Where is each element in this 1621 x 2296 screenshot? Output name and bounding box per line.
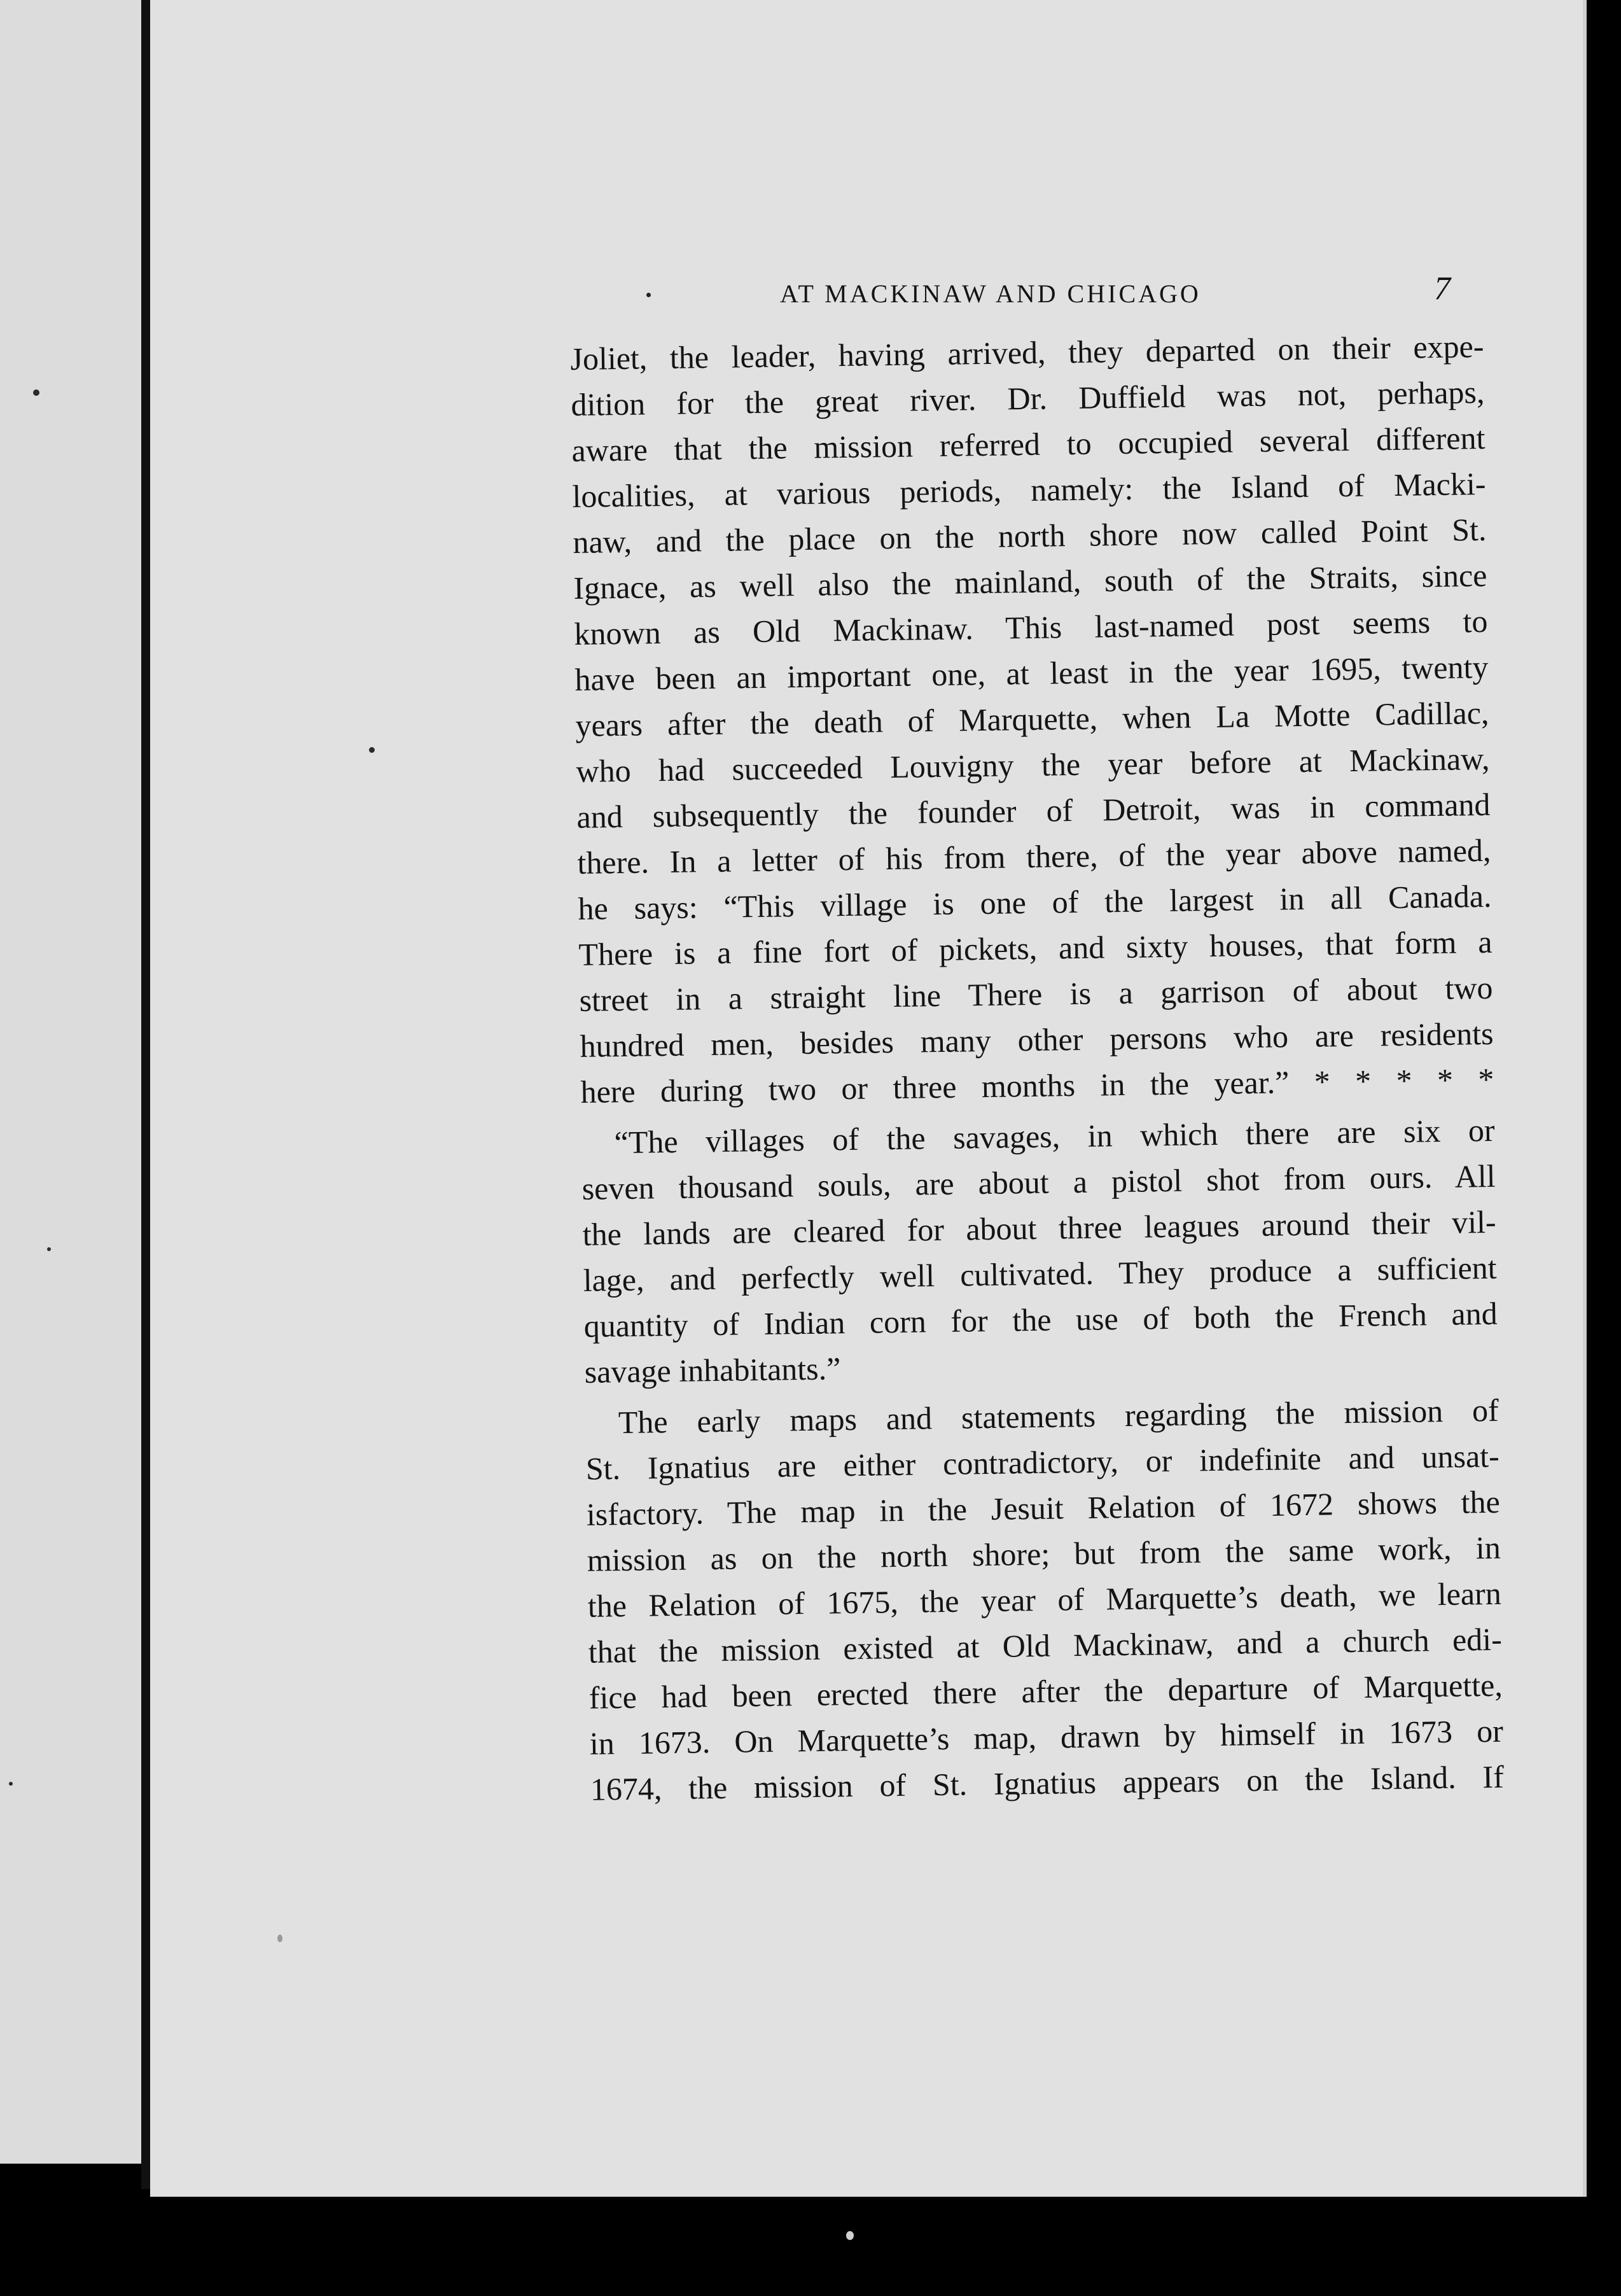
ink-speck — [33, 389, 39, 396]
text-line: localities, at various periods, namely: the Island of Macki- — [572, 465, 1486, 514]
text-line: the lands are cleared for about three leagues around their vil- — [582, 1203, 1496, 1252]
text-line: savage inhabitants.” — [584, 1350, 841, 1390]
text-line: known as Old Mackinaw. This last-named post seems to — [574, 603, 1488, 652]
gutter-line — [141, 0, 150, 2189]
text-line: and subsequently the founder of Detroit, was in command — [576, 786, 1491, 835]
text-line: naw, and the place on the north shore now called Point St. — [573, 511, 1487, 560]
book-page — [150, 0, 1587, 2197]
text-line: that the mission existed at Old Mackinaw, and a church edi- — [588, 1621, 1503, 1670]
scan-artifact — [846, 2231, 854, 2240]
text-line: dition for the great river. Dr. Duffield was not, perhaps, — [571, 374, 1485, 423]
text-line: mission as on the north shore; but from the same work, in — [587, 1529, 1501, 1578]
running-head — [634, 270, 1486, 318]
text-line: hundred men, besides many other persons who are residents — [580, 1015, 1494, 1064]
text-line: aware that the mission referred to occupied several different — [571, 419, 1485, 468]
text-line: 1674, the mission of St. Ignatius appears on the Island. If — [590, 1758, 1505, 1807]
text-line: there. In a letter of his from there, of the year above named, — [577, 832, 1491, 881]
ink-speck — [47, 1247, 51, 1251]
body-text — [570, 323, 1504, 1812]
page-number: 7 — [1434, 270, 1451, 307]
text-line: fice had been erected there after the departure of Marquette, — [588, 1667, 1503, 1716]
text-line: in 1673. On Marquette’s map, drawn by himself in 1673 or — [589, 1712, 1504, 1761]
facing-page-edge — [0, 0, 141, 2164]
text-line: The early maps and statements regarding the mission of — [618, 1392, 1499, 1441]
text-line: street in a straight line There is a garrison of about two — [579, 969, 1493, 1018]
text-line: he says: “This village is one of the largest in all Canada. — [578, 878, 1492, 927]
text-line: “The villages of the savages, in which there are six or — [614, 1112, 1495, 1161]
ink-speck — [277, 1935, 282, 1942]
text-line: isfactory. The map in the Jesuit Relation of 1672 shows the — [586, 1483, 1501, 1532]
text-line: Ignace, as well also the mainland, south of the Straits, since — [573, 557, 1487, 606]
ink-speck — [9, 1782, 13, 1786]
head-dot — [646, 293, 651, 297]
text-line: who had succeeded Louvigny the year before at Mackinaw, — [576, 740, 1490, 789]
running-head-title: AT MACKINAW AND CHICAGO — [780, 279, 1201, 308]
ink-speck — [369, 747, 375, 753]
text-line: the Relation of 1675, the year of Marquette’s death, we learn — [587, 1575, 1502, 1624]
text-line: years after the death of Marquette, when La Motte Cadillac, — [575, 694, 1489, 743]
text-line: seven thousand souls, are about a pistol shot from ours. All — [581, 1158, 1496, 1207]
text-line: lage, and perfectly well cultivated. They produce a sufficient — [583, 1249, 1497, 1298]
text-line: There is a fine fort of pickets, and sixty houses, that form a — [578, 923, 1492, 972]
paragraph — [570, 323, 1494, 1115]
paragraph — [581, 1107, 1498, 1395]
text-line: Joliet, the leader, having arrived, they departed on their expe- — [570, 328, 1484, 377]
text-line: here during two or three months in the year.” * * * * * — [580, 1061, 1494, 1110]
text-line: have been an important one, at least in the year 1695, twenty — [574, 648, 1489, 697]
paragraph — [585, 1387, 1504, 1812]
text-line: St. Ignatius are either contradictory, or indefinite and unsat- — [585, 1438, 1500, 1487]
text-line: quantity of Indian corn for the use of both the French and — [583, 1295, 1498, 1344]
